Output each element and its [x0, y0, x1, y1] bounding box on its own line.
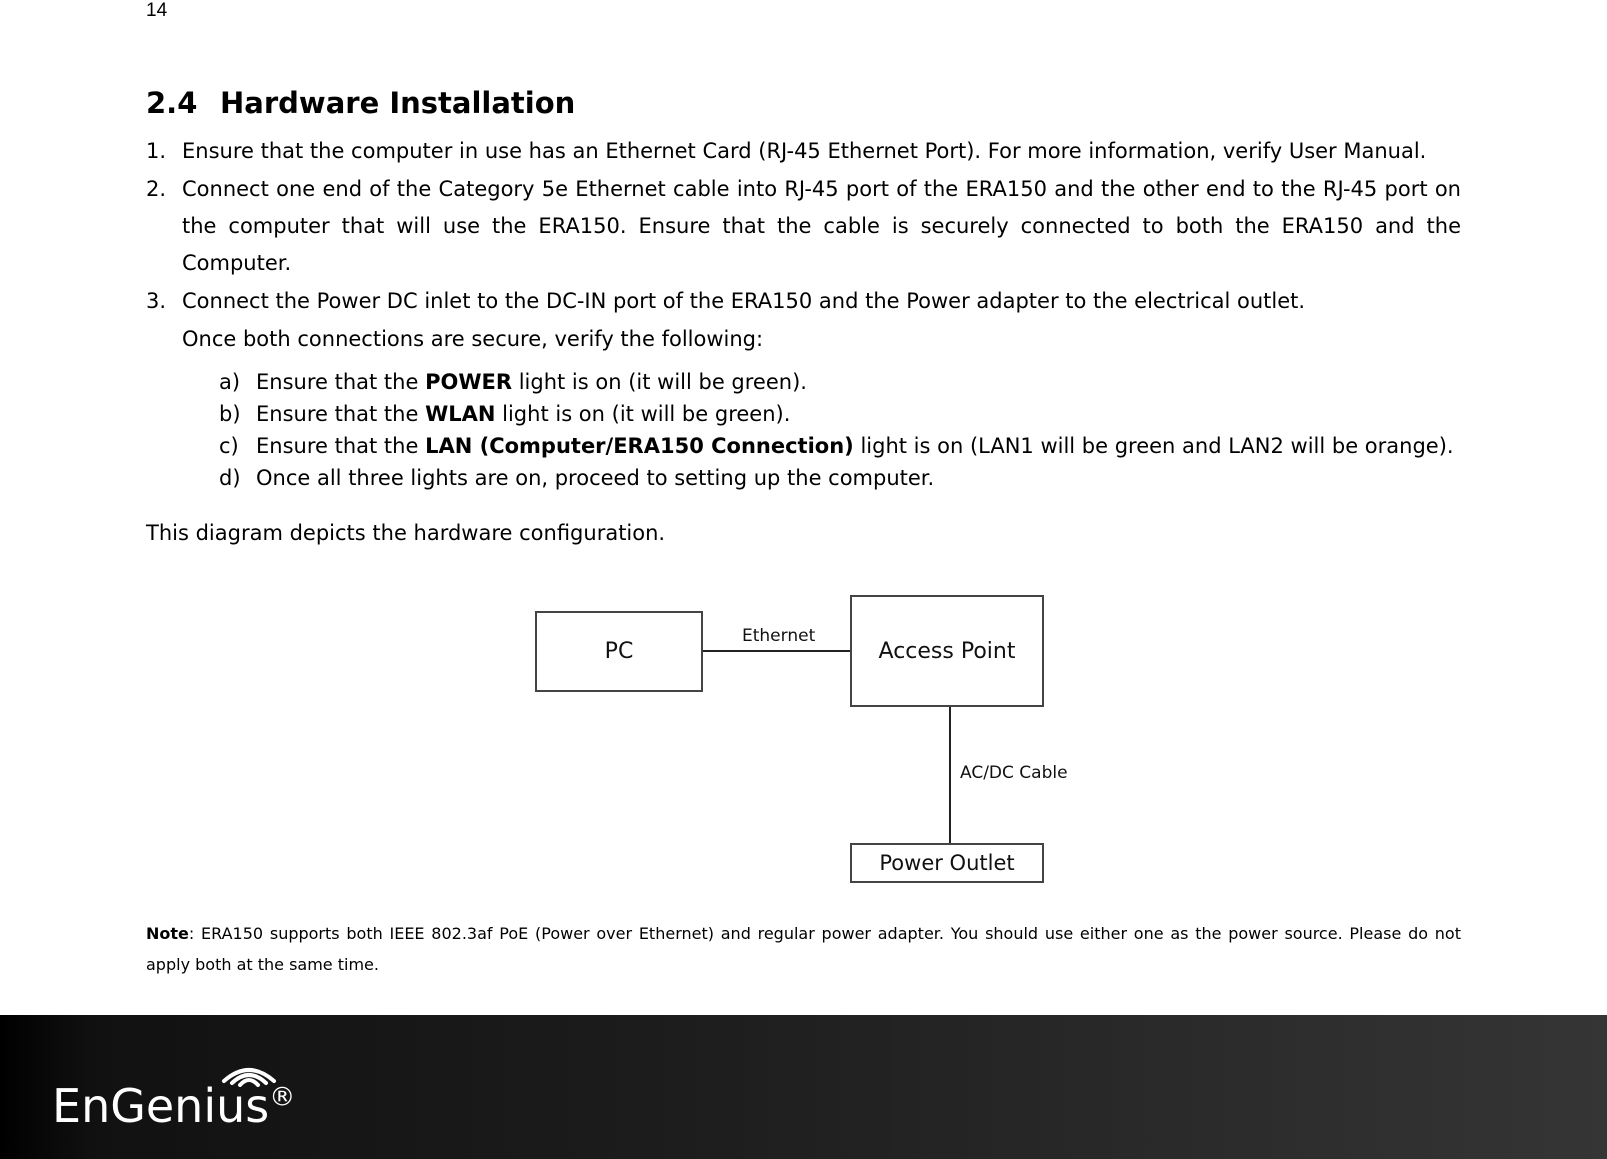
acdc-connector-line [949, 707, 951, 843]
section-heading [146, 86, 575, 120]
page-number: 14 [146, 0, 168, 21]
brand-name [52, 1079, 295, 1133]
check-text-before: Ensure that the [256, 402, 419, 426]
check-item-b [219, 398, 790, 430]
check-text-bold: LAN (Computer/ERA150 Connection) [425, 434, 854, 458]
registered-mark: ® [269, 1082, 296, 1113]
section-number: 2.4 [146, 86, 198, 120]
access-point-box [850, 595, 1044, 707]
check-text-bold: POWER [425, 370, 513, 394]
pc-box [535, 611, 703, 692]
step-marker: 1. [146, 139, 167, 163]
note-paragraph [146, 918, 1461, 980]
verify-intro: Once both connections are secure, verify the following: [182, 327, 764, 351]
step-marker: 3. [146, 289, 167, 313]
step-3 [146, 283, 1461, 320]
note-label: Note [146, 924, 189, 943]
power-outlet-label: Power Outlet [879, 851, 1015, 875]
check-text-before: Once all three lights are on, proceed to setting up the computer. [256, 466, 935, 490]
step-marker: 2. [146, 177, 167, 201]
check-text-after: light is on (LAN1 will be green and LAN2 will be orange). [860, 434, 1454, 458]
check-item-d [219, 462, 934, 494]
ethernet-label: Ethernet [742, 626, 816, 646]
section-title: Hardware Installation [220, 86, 576, 120]
check-marker: c) [219, 434, 239, 458]
check-text-after: light is on (it will be green). [518, 370, 807, 394]
brand-text: EnGenius [52, 1079, 270, 1133]
access-point-label: Access Point [878, 638, 1016, 664]
check-marker: a) [219, 370, 241, 394]
check-text-after: light is on (it will be green). [502, 402, 791, 426]
step-text: Connect the Power DC inlet to the DC-IN port of the ERA150 and the Power adapter to the electrical outlet. [182, 289, 1306, 313]
power-outlet-box [850, 843, 1044, 883]
check-marker: d) [219, 466, 241, 490]
step-text: Ensure that the computer in use has an Ethernet Card (RJ-45 Ethernet Port). For more information, verify User Manual. [182, 139, 1427, 163]
step-2 [146, 171, 1461, 282]
engenius-logo [52, 1063, 372, 1133]
acdc-cable-label: AC/DC Cable [960, 763, 1068, 783]
check-marker: b) [219, 402, 241, 426]
pc-label: PC [604, 639, 634, 664]
check-text-before: Ensure that the [256, 370, 419, 394]
diagram-caption: This diagram depicts the hardware configuration. [146, 521, 666, 545]
note-text: : ERA150 supports both IEEE 802.3af PoE (Power over Ethernet) and regular power adapter. You should use either one as the power source. Please do not apply both at the same time. [146, 924, 1461, 974]
check-text-before: Ensure that the [256, 434, 419, 458]
check-item-c [219, 430, 1454, 462]
check-item-a [219, 366, 807, 398]
step-text: Connect one end of the Category 5e Ethernet cable into RJ-45 port of the ERA150 and the other end to the RJ-45 port on the computer that will use the ERA150. Ensure that the cable is securely connected to both the ERA150 and the Computer. [182, 177, 1461, 275]
step-1 [146, 133, 1461, 170]
ethernet-connector-line [703, 650, 851, 652]
check-text-bold: WLAN [425, 402, 496, 426]
